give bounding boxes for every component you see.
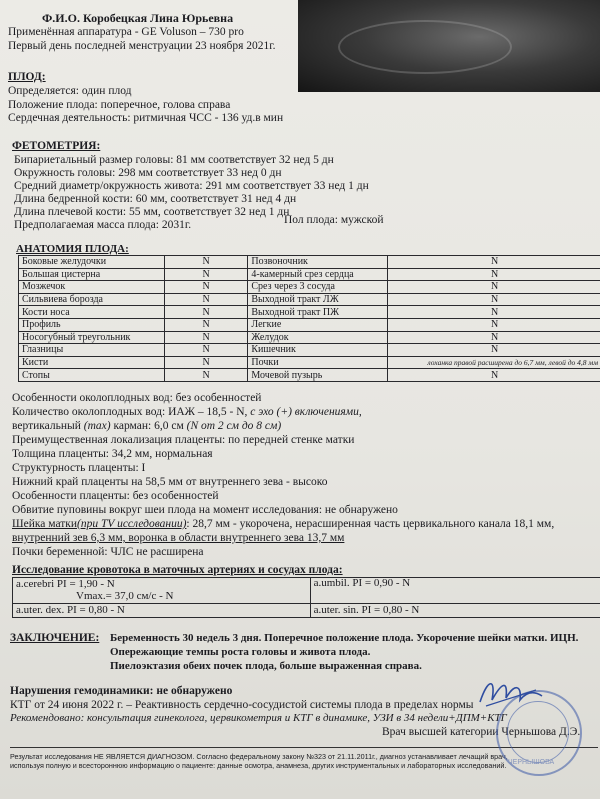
fetometry-row: Окружность головы: 298 мм соответствует 33 нед 0 дн [14,167,282,179]
fetometry-row: Длина бедренной кости: 60 мм, соответствует 31 нед 4 дн [14,193,297,205]
conclusion-line3: Пиелоэктазия обеих почек плода, больше выраженная справа. [110,660,422,672]
value-cell: N [388,256,600,269]
value-cell: N [388,306,600,319]
placenta-lower-edge: Нижний край плаценты на 58,5 мм от внутреннего зева - высоко [12,476,328,488]
cervix-label: Шейка матки [12,518,78,530]
table-row [19,306,600,319]
value-cell: N [164,356,248,369]
fetometry-row: Бипариетальный размер головы: 81 мм соответствует 32 нед 5 дн [14,154,334,166]
pocket-max: (max) [83,420,111,432]
organ-cell: Выходной тракт ПЖ [248,306,388,319]
fetometry-row: Длина плечевой кости: 55 мм, соответствует 32 нед 1 дн [14,206,290,218]
value-cell: N [388,369,600,382]
value-cell: лоханка правой расширена до 6,7 мм, левой до 4,8 мм [388,356,600,369]
doppler-title: Исследование кровотока в маточных артериях и сосудах плода: [12,564,343,576]
value-cell: N [164,344,248,357]
footer-line1: Результат исследования НЕ ЯВЛЯЕТСЯ ДИАГНОЗОМ. Согласно федеральному закону №323 от 21.11.2011г., диагноз устанавливает лечащий врач, [10,752,508,761]
organ-cell: Большая цистерна [19,268,165,281]
organ-cell: Срез через 3 сосуда [248,281,388,294]
anatomy-table [18,255,600,382]
value-cell: N [164,281,248,294]
cervix-line1 [12,517,554,531]
table-row [19,293,600,306]
uter-sin-pi: a.uter. sin. PI = 0,80 - N [310,604,600,618]
organ-cell: Легкие [248,318,388,331]
fetal-sex: Пол плода: мужской [284,214,384,226]
plod-count: Определяется: один плод [8,85,132,97]
fluid-amount-note: с эхо (+) включениями, [250,406,362,418]
fluid-amount [12,405,362,419]
anatomy-title: АНАТОМИЯ ПЛОДА: [16,243,129,255]
equipment: Применённая аппаратура - GE Voluson – 730 pro [8,26,244,38]
table-row [19,268,600,281]
table-row [13,604,600,618]
table-row [19,369,600,382]
cervix-method: (при TV исследовании) [77,518,187,530]
pocket-norm: (N от 2 см до 8 см) [186,420,282,432]
organ-cell: Выходной тракт ЛЖ [248,293,388,306]
organ-cell: Желудок [248,331,388,344]
value-cell: N [388,331,600,344]
value-cell: N [164,268,248,281]
table-row [19,318,600,331]
cord-entanglement: Обвитие пуповины вокруг шеи плода на момент исследования: не обнаружено [12,504,398,516]
organ-cell: Мозжечок [19,281,165,294]
cervix-value: : 28,7 мм - укорочена, нерасширенная часть цервикального канала 18,1 мм, [186,518,555,530]
organ-cell: Профиль [19,318,165,331]
value-cell: N [164,369,248,382]
pocket-value: карман: 6,0 см [113,420,184,432]
stamp-text: ЧЕРНЫШОВА [508,759,555,766]
table-row [19,256,600,269]
ktg: КТГ от 24 июня 2022 г. – Реактивность сердечно-сосудистой системы плода в пределах нормы [10,699,474,711]
organ-cell: Кишечник [248,344,388,357]
fetometry-row: Предполагаемая масса плода: 2031г. [14,219,192,231]
table-row [19,281,600,294]
placenta-features: Особенности плаценты: без особенностей [12,490,219,502]
fetometry-row: Средний диаметр/окружность живота: 291 мм соответствует 33 нед 1 дн [14,180,369,192]
uter-dex-pi: a.uter. dex. PI = 0,80 - N [13,604,311,618]
organ-cell: 4-камерный срез сердца [248,268,388,281]
cervix-line2: внутренний зев 6,3 мм, воронка в области внутреннего зева 13,7 мм [12,532,345,544]
value-cell: N [164,331,248,344]
hemodynamics: Нарушения гемодинамики: не обнаружено [10,685,233,697]
conclusion-line2: Опережающие темпы роста головы и живота плода. [110,646,371,658]
organ-cell: Глазницы [19,344,165,357]
value-cell: N [388,344,600,357]
doctor: Врач высшей категории Черньшова Д.Э. [382,726,581,738]
doppler-table [12,577,600,618]
value-cell: N [164,293,248,306]
organ-cell: Почки [248,356,388,369]
footer-line2: используя полную и всестороннюю информацию о пациенте: данные осмотра, анамнеза, других инструментальных и лабораторных исследований. [10,761,507,770]
plod-title: ПЛОД: [8,71,46,83]
table-row [19,356,600,369]
plod-heart: Сердечная деятельность: ритмичная ЧСС - 136 уд.в мин [8,112,284,124]
fluid-amount-text: Количество околоплодных вод: ИАЖ – 18,5 - N, [12,406,248,418]
table-row [19,344,600,357]
plod-position: Положение плода: поперечное, голова справа [8,99,231,111]
conclusion-line1: Беременность 30 недель 3 дня. Поперечное положение плода. Укорочение шейки матки. ИЦН. [110,632,579,644]
last-period: Первый день последней менструации 23 ноября 2021г. [8,40,276,52]
doppler-cell [13,578,311,604]
value-cell: N [388,281,600,294]
placenta-location: Преимущественная локализация плаценты: по передней стенке матки [12,434,355,446]
organ-cell: Позвоночник [248,256,388,269]
signature [476,672,546,712]
fluid-features: Особенности околоплодных вод: без особенностей [12,392,262,404]
value-cell: N [164,306,248,319]
maternal-kidneys: Почки беременной: ЧЛС не расширена [12,546,204,558]
organ-cell: Стопы [19,369,165,382]
cerebri-pi: a.cerebri PI = 1,90 - N [16,578,115,590]
fetometry-title: ФЕТОМЕТРИЯ: [12,140,101,152]
placenta-structure: Структурность плаценты: I [12,462,146,474]
table-row [19,331,600,344]
value-cell: N [164,256,248,269]
pocket-label: вертикальный [12,420,81,432]
ultrasound-image [298,0,600,92]
organ-cell: Сильвиева борозда [19,293,165,306]
value-cell: N [388,268,600,281]
table-row [13,578,600,604]
recommendation: Рекомендовано: консультация гинеколога, цервикометрия и КТГ в динамике, УЗИ в 34 недели+ДПМ+КТГ [10,712,507,724]
placenta-thickness: Толщина плаценты: 34,2 мм, нормальная [12,448,213,460]
value-cell: N [388,293,600,306]
umbil-pi: a.umbil. PI = 0,90 - N [310,578,600,604]
organ-cell: Кисти [19,356,165,369]
vertical-pocket [12,419,281,433]
patient-name: Ф.И.О. Коробецкая Лина Юрьевна [42,11,234,25]
organ-cell: Кости носа [19,306,165,319]
value-cell: N [388,318,600,331]
value-cell: N [164,318,248,331]
cerebri-vmax: Vmax.= 37,0 см/с - N [76,590,174,602]
organ-cell: Носогубный треугольник [19,331,165,344]
conclusion-label: ЗАКЛЮЧЕНИЕ: [10,632,100,644]
organ-cell: Мочевой пузырь [248,369,388,382]
organ-cell: Боковые желудочки [19,256,165,269]
